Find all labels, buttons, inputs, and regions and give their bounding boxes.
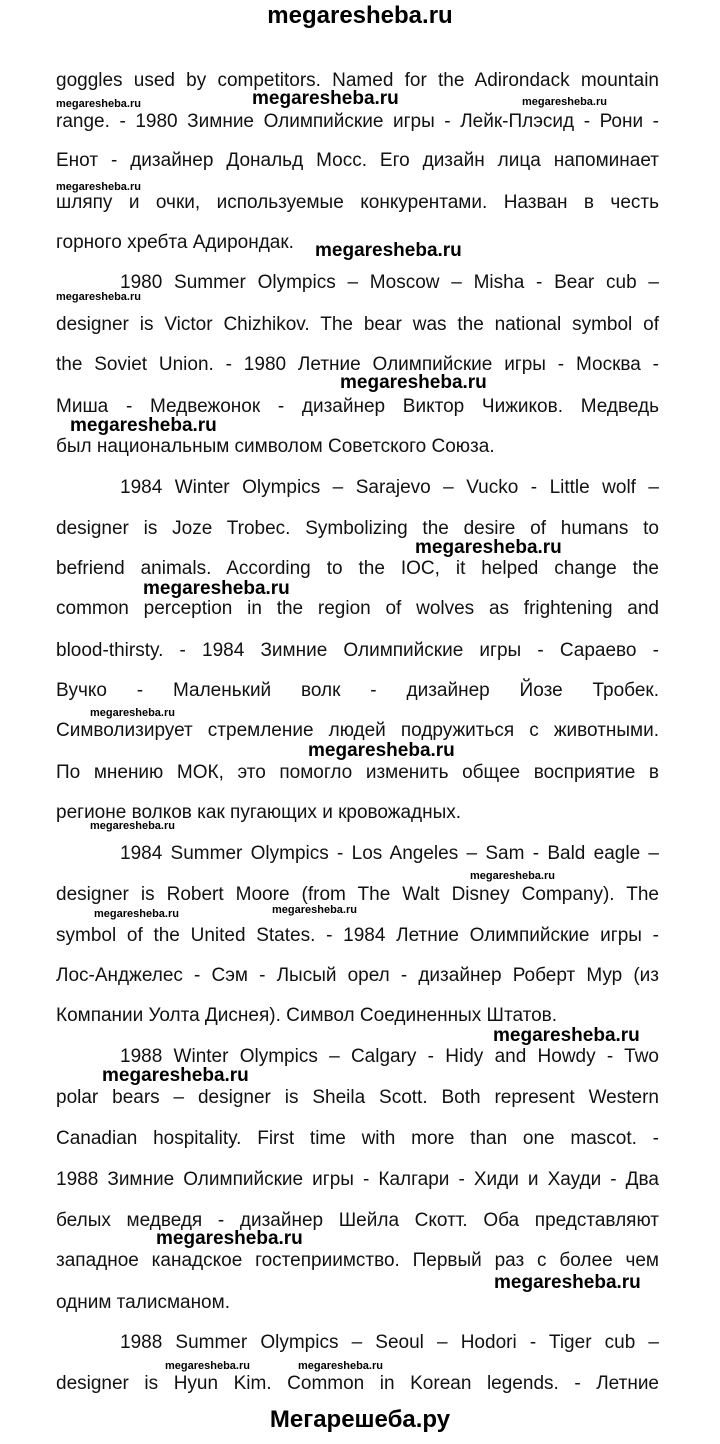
text-line: polar bears – designer is Sheila Scott. Both represent Western xyxy=(56,1087,659,1108)
watermark: megaresheba.ru xyxy=(165,1360,250,1372)
watermark: megaresheba.ru xyxy=(522,96,607,108)
text-line: Вучко - Маленький волк - дизайнер Йозе Тробек. xyxy=(56,680,659,701)
watermark: megaresheba.ru xyxy=(56,291,141,303)
text-line: designer is Joze Trobec. Symbolizing the desire of humans to xyxy=(56,518,659,539)
text-line: 1988 Зимние Олимпийские игры - Калгари - Хиди и Хауди - Два xyxy=(56,1169,659,1190)
watermark: megaresheba.ru xyxy=(143,578,290,599)
text-line: 1980 Summer Olympics – Moscow – Misha - Bear cub – xyxy=(120,272,659,293)
watermark: megaresheba.ru xyxy=(470,870,555,882)
text-line: Canadian hospitality. First time with more than one mascot. - xyxy=(56,1128,659,1149)
text-line: западное канадское гостеприимство. Первый раз с более чем xyxy=(56,1250,659,1271)
text-line: горного хребта Адирондак. xyxy=(56,232,294,253)
watermark: megaresheba.ru xyxy=(102,1065,249,1086)
text-line: befriend animals. According to the IOC, it helped change the xyxy=(56,558,659,579)
watermark: megaresheba.ru xyxy=(493,1025,640,1046)
text-line: designer is Victor Chizhikov. The bear was the national symbol of xyxy=(56,314,659,335)
watermark: megaresheba.ru xyxy=(90,820,175,832)
text-line: Миша - Медвежонок - дизайнер Виктор Чижиков. Медведь xyxy=(56,396,659,417)
text-line: the Soviet Union. - 1980 Летние Олимпийские игры - Москва - xyxy=(56,354,659,375)
watermark: megaresheba.ru xyxy=(315,240,462,261)
text-line: Лос-Анджелес - Сэм - Лысый орел - дизайнер Роберт Мур (из xyxy=(56,965,659,986)
text-line: range. - 1980 Зимние Олимпийские игры - Лейк-Плэсид - Рони - xyxy=(56,111,659,132)
watermark: megaresheba.ru xyxy=(56,181,141,193)
site-footer: Мегарешеба.ру xyxy=(269,1406,451,1433)
watermark: megaresheba.ru xyxy=(94,908,179,920)
watermark: megaresheba.ru xyxy=(156,1228,303,1249)
text-line: Енот - дизайнер Дональд Мосс. Его дизайн лица напоминает xyxy=(56,150,659,171)
text-line: Символизирует стремление людей подружиться с животными. xyxy=(56,720,659,741)
watermark: megaresheba.ru xyxy=(415,537,562,558)
text-line: одним талисманом. xyxy=(56,1292,230,1313)
text-line: регионе волков как пугающих и кровожадных. xyxy=(56,802,462,823)
text-line: 1988 Summer Olympics – Seoul – Hodori - Tiger cub – xyxy=(120,1332,659,1353)
text-line: blood-thirsty. - 1984 Зимние Олимпийские игры - Сараево - xyxy=(56,640,659,661)
text-line: 1984 Winter Olympics – Sarajevo – Vucko - Little wolf – xyxy=(120,477,659,498)
text-line: designer is Hyun Kim. Common in Korean legends. - Летние xyxy=(56,1373,659,1394)
watermark: megaresheba.ru xyxy=(70,415,217,436)
text-line: По мнению МОК, это помогло изменить общее восприятие в xyxy=(56,762,659,783)
text-line: 1988 Winter Olympics – Calgary - Hidy and Howdy - Two xyxy=(120,1046,659,1067)
watermark: megaresheba.ru xyxy=(252,88,399,109)
watermark: megaresheba.ru xyxy=(90,707,175,719)
text-line: белых медведя - дизайнер Шейла Скотт. Оба представляют xyxy=(56,1210,659,1231)
text-line: common perception in the region of wolves as frightening and xyxy=(56,598,659,619)
watermark: megaresheba.ru xyxy=(272,904,357,916)
watermark: megaresheba.ru xyxy=(494,1272,641,1293)
text-line: был национальным символом Советского Союза. xyxy=(56,436,495,457)
text-line: symbol of the United States. - 1984 Летние Олимпийские игры - xyxy=(56,925,659,946)
text-line: designer is Robert Moore (from The Walt Disney Company). The xyxy=(56,884,659,905)
site-header: megaresheba.ru xyxy=(267,2,453,29)
text-line: goggles used by competitors. Named for the Adirondack mountain xyxy=(56,70,659,91)
watermark: megaresheba.ru xyxy=(298,1360,383,1372)
watermark: megaresheba.ru xyxy=(308,740,455,761)
text-line: Компании Уолта Диснея). Символ Соединенных Штатов. xyxy=(56,1005,558,1026)
watermark: megaresheba.ru xyxy=(56,98,141,110)
text-line: шляпу и очки, используемые конкурентами. Назван в честь xyxy=(56,192,659,213)
text-line: 1984 Summer Olympics - Los Angeles – Sam - Bald eagle – xyxy=(120,843,659,864)
watermark: megaresheba.ru xyxy=(340,372,487,393)
